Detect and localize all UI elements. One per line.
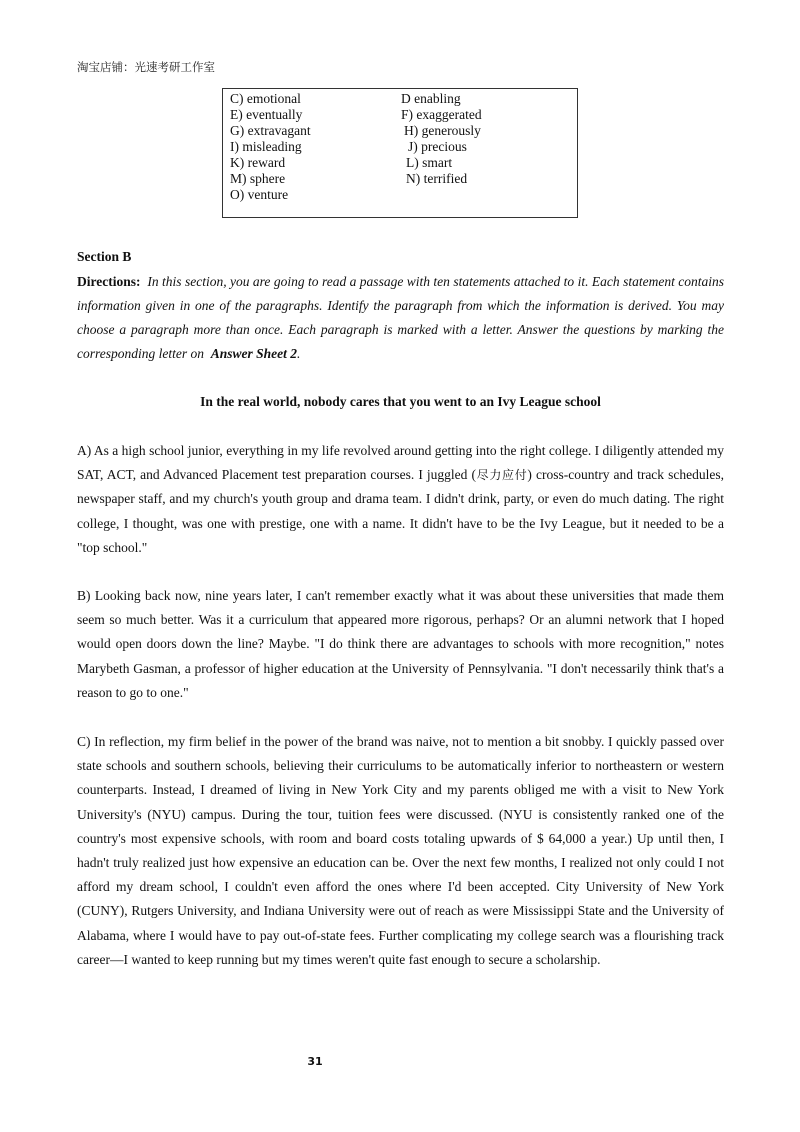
word-option: E) eventually — [230, 107, 303, 122]
word-option: G) extravagant — [230, 123, 311, 138]
section-title: Section B — [77, 249, 132, 264]
directions-period: . — [297, 346, 301, 361]
word-option: D enabling — [401, 91, 461, 106]
paragraph-c: C) In reflection, my firm belief in the power of the brand was naive, not to mention a bit snobby. I quickly passed over state schools and southern schools, believing their curriculums to be automatically inferior to northeastern or western counterparts. Instead, I dreamed of living in New York City and my parents obliged me with a visit to New York University's (NYU) campus. During the tour, tuition fees were discussed. (NYU is consistently ranked one of the country's most expensive schools, with room and board costs totaling upwards of $ 64,000 a year.) Up until then, I hadn't truly realized just how expensive an education can be. Over the next few months, I realized not only could I not afford my dream school, I couldn't even afford the ones where I'd been accepted. City University of New York (CUNY), Rutgers University, and Indiana University were out of reach as were Mississippi State and the University of Alabama, where I would have to pay out-of-state fees. Further complicating my college search was a flourishing track career—I wanted to keep running but my times weren't quite fast enough to secure a scholarship. — [77, 734, 724, 967]
paragraph-a-text: ) cross-country and track schedules, newspaper staff, and my church's youth group and drama team. I didn't drink, party, or even do much dating. The right college, I thought, was one with prestige, one with a name. It didn't have to be the Ivy League, but it needed to be a "top school." — [77, 467, 724, 555]
word-option: C) emotional — [230, 91, 301, 106]
word-bank-row — [223, 139, 577, 155]
directions-body: In this section, you are going to read a passage with ten statements attached to it. Each statement contains information given in one of the paragraphs. Identify the paragraph from which the information is derived. You may choose a paragraph more than once. Each paragraph is marked with a letter. Answer the questions by marking the corresponding letter on — [77, 274, 724, 361]
paragraph-a-gloss: 尽力应付 — [475, 468, 528, 483]
word-option: I) misleading — [230, 139, 302, 154]
word-option: M) sphere — [230, 171, 286, 186]
word-option: L) smart — [406, 155, 453, 170]
answer-sheet-ref: Answer Sheet 2 — [210, 346, 298, 361]
word-bank-row — [223, 91, 577, 107]
word-bank-row — [223, 171, 577, 187]
word-bank-row — [223, 107, 577, 123]
paragraph-b: B) Looking back now, nine years later, I can't remember exactly what it was about these universities that made them seem so much better. Was it a curriculum that appeared more rigorous, perhaps? Or an alumni network that I hoped would open doors down the line? Maybe. "I do think there are advantages to schools with more recognition," notes Marybeth Gasman, a professor of higher education at the University of Pennsylvania. "I don't necessarily think that's a reason to go to one." — [77, 588, 724, 700]
page-header: 淘宝店铺：光速考研工作室 — [77, 60, 215, 74]
word-bank-row — [223, 155, 577, 171]
word-option: O) venture — [230, 187, 289, 202]
word-option: F) exaggerated — [401, 107, 482, 122]
word-option: N) terrified — [406, 171, 468, 186]
page-number: 31 — [307, 1055, 323, 1068]
word-option: K) reward — [230, 155, 286, 170]
word-bank-box — [222, 88, 578, 218]
paragraph-a — [77, 439, 724, 560]
word-option: J) precious — [408, 139, 467, 154]
article-title: In the real world, nobody cares that you went to an Ivy League school — [200, 394, 601, 409]
paragraph-a-text: A) As a high school junior, everything in my life revolved around getting into the right college. I diligently attended my SAT, ACT, and Advanced Placement test preparation courses. I juggled ( — [77, 443, 724, 483]
directions-label: Directions: — [77, 274, 141, 289]
word-option: H) generously — [404, 123, 481, 138]
word-bank-row — [223, 187, 577, 203]
directions — [77, 270, 724, 366]
word-bank-row — [223, 123, 577, 139]
